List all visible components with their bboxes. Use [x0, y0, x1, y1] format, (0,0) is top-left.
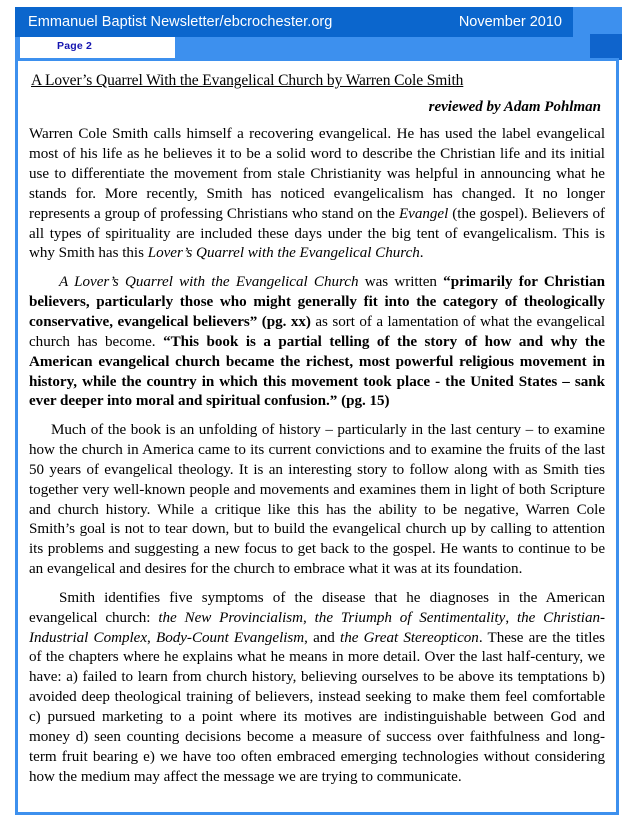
newsletter-header [0, 0, 630, 63]
publication-title: Emmanuel Baptist Newsletter/ebcrochester.org [28, 14, 333, 30]
paragraph-4-part-a: Smith identifies five symptoms of the disease that he diagnoses in the American evangelical church: [29, 589, 605, 626]
header-title-bar [15, 7, 573, 37]
article-panel [15, 58, 619, 815]
paragraph-4-chapter-3: the Christian-Industrial Complex [29, 609, 606, 646]
paragraph-4-part-f: . These are the titles of the chapters where he explains what he means in more detail. Over the last half-century, we have: a) failed to learn from church history, believing ourselves to be above its temptations b) avoided deep theological training of believers, instead seeking to make them feel comfortable c) pursued marketing to a point where its motives are indistinguishable between God and money d) seen counting decisions become a measure of success over faithfulness and long-term fruit bearing e) we have too often embraced emerging technologies without considering how the medium may affect the message we are trying to communicate. [29, 629, 605, 785]
paragraph-2-part-a: was written [358, 274, 444, 291]
paragraph-2-quote-1: “primarily for Christian believers, particularly those who might generally fit into the category of theologically conservative, evangelical believers” (pg. xx) [29, 274, 605, 330]
header-title-bar-inner [15, 7, 573, 37]
article-body [29, 125, 605, 787]
header-accent-square-top-right [573, 7, 622, 37]
paragraph-4-chapter-1: the New Provincialism [158, 609, 304, 626]
article-paragraph-1 [29, 125, 605, 264]
paragraph-1-part-a: Warren Cole Smith calls himself a recovering evangelical. He has used the label evangelical most of his life as he believes it to be a solid word to describe the Christian life and its initial use to differentiate the movement from stale Christianity was helpful in announcing what he stands for. More recently, Smith has noticed evangelicalism has changed. It no longer represents a group of professing Christians who stand on the [29, 126, 605, 222]
paragraph-4-sep-2: , [505, 609, 517, 626]
page-number-label: Page 2 [57, 40, 93, 52]
header-accent-square-lower-right [590, 34, 622, 60]
paragraph-1-emphasis-book-title: Lover’s Quarrel with the Evangelical Church [147, 245, 420, 262]
article-byline: reviewed by Adam Pohlman [428, 99, 601, 116]
paragraph-1-part-b: (the gospel). Believers of all types of spirituality are included these days under the big tent of evangelicalism. This is why Smith has this [29, 205, 605, 262]
paragraph-1-emphasis-evangel: Evangel [398, 205, 449, 222]
paragraph-4-sep-1: , [303, 609, 315, 626]
article-paragraph-2 [29, 273, 605, 412]
paragraph-2-emphasis-book-title: A Lover’s Quarrel with the Evangelical Church [59, 274, 359, 291]
paragraph-2-part-b: as sort of a lamentation of what the evangelical church has become. [29, 313, 606, 350]
paragraph-4-chapter-4: Body-Count Evangelism [156, 629, 305, 646]
paragraph-4-sep-3: , [147, 629, 156, 646]
article-paragraph-3: Much of the book is an unfolding of history – particularly in the last century – to examine how the church in America came to its current convictions and to examine the fruits of the last 50 years of evangelical theology. It is an interesting story to follow along with as Smith ties together very well-known people and movements and examines them in light of both Scripture and church history. While a critique like this has the ability to be negative, Warren Cole Smith’s goal is not to tear down, but to build the evangelical church up by calling to attention its problems and suggesting a new focus to get back to the gospel. He wants to continue to be an evangelical and desires for the church to embrace what it was at its foundation. [29, 422, 605, 578]
paragraph-1-part-c: . [419, 245, 424, 262]
paragraph-2-quote-2: “This book is a partial telling of the story of how and why the American evangelical church became the richest, most powerful religious movement in history, while the country in which this movement took place - the United States – sank ever deeper into moral and spiritual confusion.” (pg. 15) [29, 333, 605, 410]
paragraph-4-chapter-2: the Triumph of Sentimentality [314, 609, 506, 626]
article-content [18, 61, 616, 812]
paragraph-4-chapter-5: the Great Stereopticon [340, 629, 479, 646]
paragraph-4-sep-4: , and [304, 629, 341, 646]
issue-date: November 2010 [458, 14, 562, 30]
article-title: A Lover’s Quarrel With the Evangelical Church by Warren Cole Smith [31, 72, 464, 89]
article-paragraph-4 [29, 589, 605, 787]
